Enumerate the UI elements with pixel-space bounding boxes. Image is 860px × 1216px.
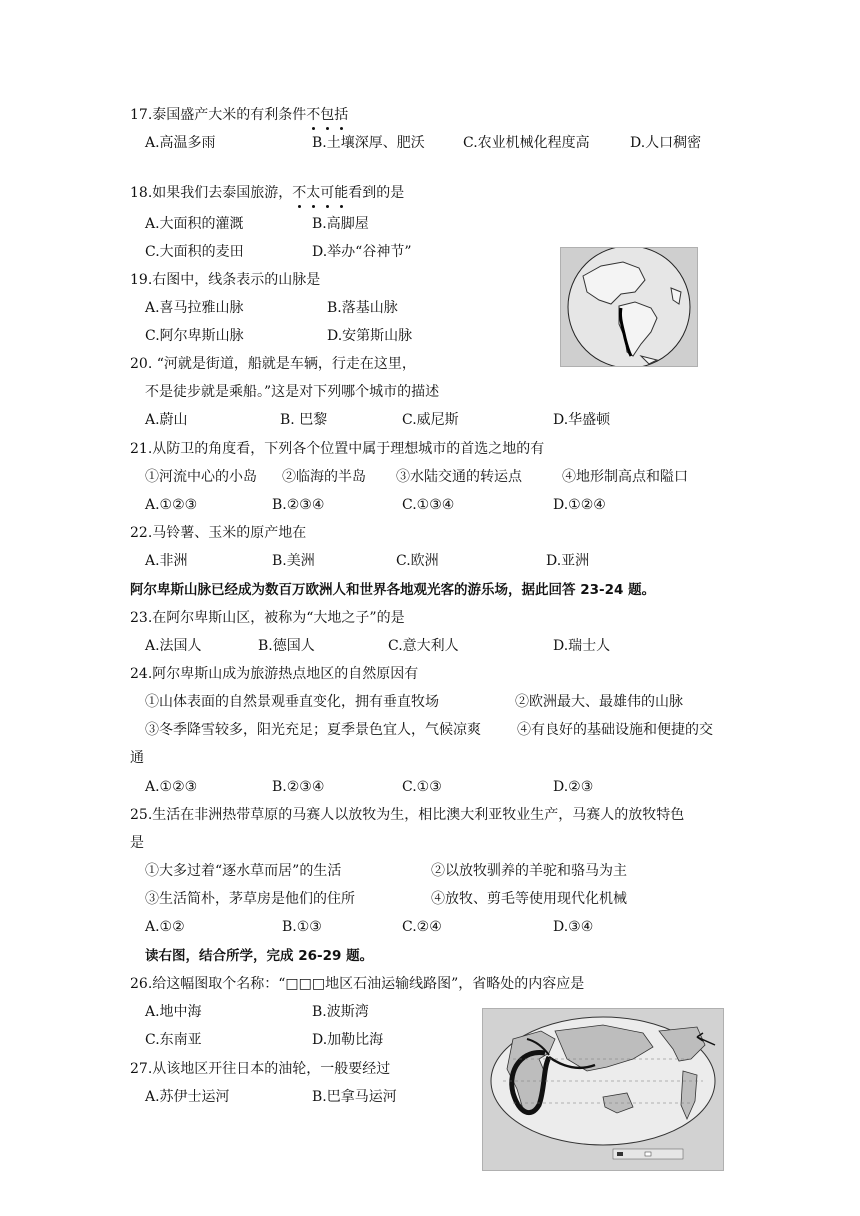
- q26-option-d: D.加勒比海: [312, 1032, 384, 1048]
- q20-option-b: B. 巴黎: [280, 412, 328, 428]
- q19-option-d: D.安第斯山脉: [327, 328, 413, 344]
- q23-option-b: B.德国人: [258, 638, 315, 654]
- q21-option-a: A.①②③: [145, 497, 198, 513]
- q17-option-a: A.高温多雨: [145, 135, 216, 151]
- q26-option-a: A.地中海: [145, 1004, 202, 1020]
- q19-stem: 19.右图中，线条表示的山脉是: [130, 272, 321, 288]
- q23-option-a: A.法国人: [145, 638, 202, 654]
- globe-figure: [560, 247, 698, 367]
- q19-option-c: C.阿尔卑斯山脉: [145, 328, 244, 344]
- q25-stem-line1: 25.生活在非洲热带草原的马赛人以放牧为生，相比澳大利亚牧业生产，马赛人的放牧特色: [130, 807, 685, 823]
- q25-option-c: C.②④: [402, 919, 442, 935]
- q23-option-c: C.意大利人: [388, 638, 459, 654]
- q22-option-b: B.美洲: [272, 553, 315, 569]
- emphasis-char: 不: [306, 107, 321, 123]
- q24-item-3: ③冬季降雪较多，阳光充足；夏季景色宜人，气候凉爽: [145, 722, 481, 738]
- emphasis-char: 太: [306, 185, 321, 201]
- q21-option-d: D.①②④: [553, 497, 606, 513]
- q17-option-c: C.农业机械化程度高: [463, 135, 590, 151]
- q25-option-d: D.③④: [553, 919, 594, 935]
- q25-item-1: ①大多过着“逐水草而居”的生活: [145, 863, 342, 879]
- q24-option-d: D.②③: [553, 779, 594, 795]
- q20-stem-line1: 20. “河就是街道，船就是车辆，行走在这里，: [130, 356, 416, 372]
- q26-option-c: C.东南亚: [145, 1032, 202, 1048]
- q24-option-b: B.②③④: [272, 779, 325, 795]
- oil-route-map-figure: [482, 1008, 724, 1171]
- q27-option-a: A.苏伊士运河: [145, 1089, 230, 1105]
- q20-stem-line2: 不是徒步就是乘船。”这是对下列哪个城市的描述: [145, 384, 440, 400]
- q22-option-c: C.欧洲: [396, 553, 439, 569]
- q23-option-d: D.瑞士人: [553, 638, 611, 654]
- q17-option-b: B.土壤深厚、肥沃: [312, 135, 425, 151]
- q19-option-b: B.落基山脉: [327, 300, 398, 316]
- q26-stem: 26.给这幅图取个名称：“□□□地区石油运输线路图”，省略处的内容应是: [130, 976, 585, 992]
- q27-option-b: B.巴拿马运河: [312, 1089, 397, 1105]
- emphasis-char: 能: [334, 185, 349, 201]
- q22-option-d: D.亚洲: [546, 553, 590, 569]
- q21-option-c: C.①③④: [402, 497, 455, 513]
- q18-option-b: B.高脚屋: [312, 216, 369, 232]
- world-map-icon: [483, 1009, 723, 1170]
- q21-item-4: ④地形制高点和隘口: [562, 469, 688, 485]
- emphasis-char: 可: [320, 185, 335, 201]
- emphasis-char: 括: [334, 107, 349, 123]
- q22-stem: 22.马铃薯、玉米的原产地在: [130, 525, 307, 541]
- intro-23-24: 阿尔卑斯山脉已经成为数百万欧洲人和世界各地观光客的游乐场，据此回答 23-24 题。: [130, 582, 656, 598]
- q26-option-b: B.波斯湾: [312, 1004, 369, 1020]
- emphasis-char: 不: [292, 185, 307, 201]
- globe-map-icon: [561, 248, 697, 366]
- q24-item-2: ②欧洲最大、最雄伟的山脉: [515, 694, 683, 710]
- q21-item-1: ①河流中心的小岛: [145, 469, 257, 485]
- q24-option-a: A.①②③: [145, 779, 198, 795]
- q25-option-b: B.①③: [282, 919, 322, 935]
- q25-stem-line2: 是: [130, 835, 144, 851]
- q25-item-4: ④放牧、剪毛等使用现代化机械: [431, 891, 627, 907]
- q25-option-a: A.①②: [145, 919, 185, 935]
- q17-option-d: D.人口稠密: [630, 135, 702, 151]
- q21-stem: 21.从防卫的角度看，下列各个位置中属于理想城市的首选之地的有: [130, 441, 545, 457]
- emphasis-char: 包: [320, 107, 335, 123]
- q22-option-a: A.非洲: [145, 553, 188, 569]
- q20-option-d: D.华盛顿: [553, 412, 611, 428]
- q21-item-2: ②临海的半岛: [282, 469, 366, 485]
- q21-option-b: B.②③④: [272, 497, 325, 513]
- intro-26-29: 读右图，结合所学，完成 26-29 题。: [145, 948, 374, 964]
- q25-item-3: ③生活简朴，茅草房是他们的住所: [145, 891, 355, 907]
- q20-option-a: A.蔚山: [145, 412, 188, 428]
- q24-option-c: C.①③: [402, 779, 442, 795]
- q18-option-a: A.大面积的灌溉: [145, 216, 244, 232]
- q27-stem: 27.从该地区开往日本的油轮，一般要经过: [130, 1061, 391, 1077]
- q24-item-4: ④有良好的基础设施和便捷的交: [517, 722, 713, 738]
- q18-option-d: D.举办“谷神节”: [312, 244, 412, 260]
- q19-option-a: A.喜马拉雅山脉: [145, 300, 244, 316]
- q17-stem: 17.泰国盛产大米的有利条件不包括: [130, 107, 349, 123]
- q24-item-4-continued: 通: [130, 750, 144, 766]
- q24-stem: 24.阿尔卑斯山成为旅游热点地区的自然原因有: [130, 666, 419, 682]
- q25-item-2: ②以放牧驯养的羊驼和骆马为主: [431, 863, 627, 879]
- q21-item-3: ③水陆交通的转运点: [396, 469, 522, 485]
- q18-stem: 18.如果我们去泰国旅游，不太可能看到的是: [130, 185, 405, 201]
- q24-item-1: ①山体表面的自然景观垂直变化，拥有垂直牧场: [145, 694, 439, 710]
- q20-option-c: C.威尼斯: [402, 412, 459, 428]
- q18-option-c: C.大面积的麦田: [145, 244, 244, 260]
- q23-stem: 23.在阿尔卑斯山区，被称为“大地之子”的是: [130, 610, 405, 626]
